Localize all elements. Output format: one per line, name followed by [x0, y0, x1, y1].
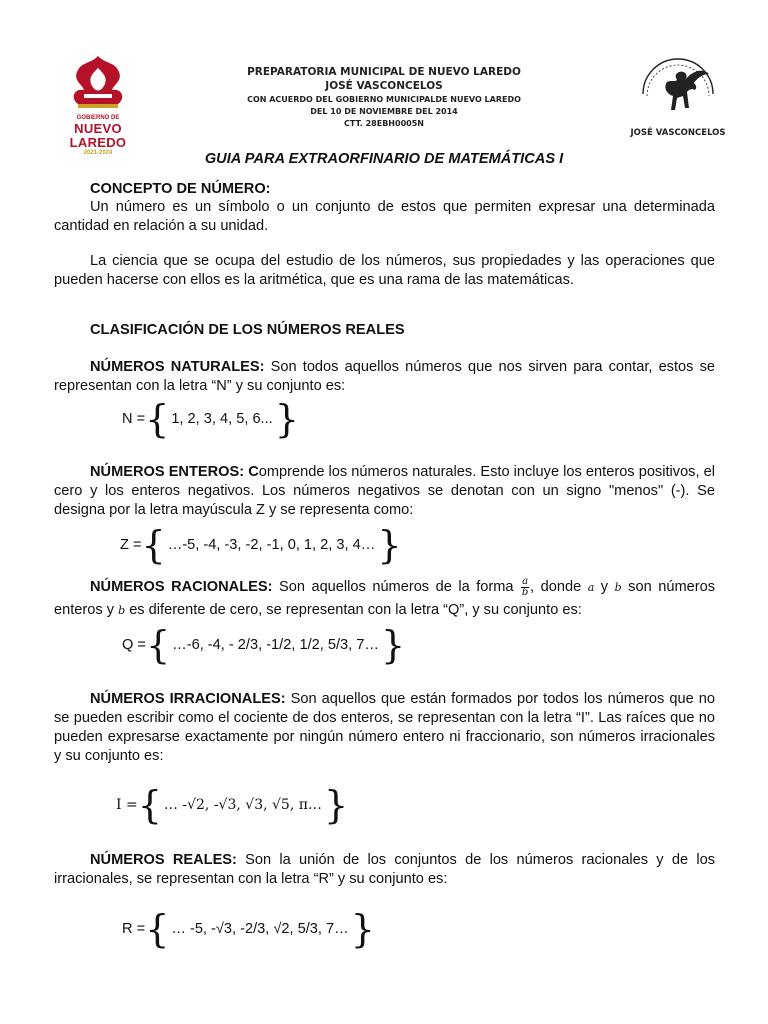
racionales-set-name: Q =	[122, 637, 146, 653]
concepto-p1	[54, 198, 715, 236]
right-brace-icon: }	[274, 397, 299, 441]
clasificacion-heading	[54, 321, 715, 340]
racionales-label: NÚMEROS RACIONALES:	[90, 579, 273, 595]
fraction-a-over-b	[521, 577, 529, 598]
racionales-text-c: y	[594, 579, 615, 595]
fraction-numerator: a	[522, 575, 529, 587]
seal-caption: JOSÉ VASCONCELOS	[630, 128, 726, 138]
concepto-p2	[54, 252, 715, 290]
enteros-text: omprende los números naturales. Esto incluye los enteros positivos, el cero y los enteros negativos. Los números negativos se denotan con un signo "menos" (-). Se designa por la letra mayúscula Z y se representa como:	[54, 464, 715, 518]
reales-text: Son la unión de los conjuntos de los números racionales y de los irracionales, se representan con la letra “R” y su conjunto es:	[54, 852, 715, 887]
irracionales-set	[116, 783, 349, 827]
left-brace-icon: {	[145, 907, 170, 951]
right-brace-icon: }	[350, 907, 375, 951]
header-line4: DEL 10 DE NOVIEMBRE DEL 2014	[310, 107, 458, 116]
irracionales-paragraph	[54, 690, 715, 766]
enteros-set-name: Z =	[120, 537, 142, 553]
reales-label: NÚMEROS REALES:	[90, 852, 237, 868]
racionales-text-d: son números enteros y	[54, 579, 715, 618]
naturales-text: Son todos aquellos números que nos sirven para contar, estos se representan con la letra “N” y su conjunto es:	[54, 359, 716, 394]
logo-line2: NUEVO LAREDO	[69, 121, 127, 150]
header-line1: PREPARATORIA MUNICIPAL DE NUEVO LAREDO	[247, 66, 521, 78]
reales-set	[122, 907, 375, 951]
right-brace-icon: }	[380, 623, 406, 667]
naturales-set	[122, 397, 299, 441]
enteros-set-values: …-5, -4, -3, -2, -1, 0, 1, 2, 3, 4…	[167, 537, 376, 553]
left-brace-icon: {	[145, 397, 170, 441]
irracionales-label: NÚMEROS IRRACIONALES:	[90, 691, 286, 707]
left-brace-icon: {	[145, 623, 171, 667]
racionales-text-e: es diferente de cero, se representan con la letra “Q”, y su conjunto es:	[125, 602, 582, 618]
concepto-p1-text: Un número es un símbolo o un conjunto de estos que permiten expresar una determinada cantidad en relación a su unidad.	[54, 199, 715, 234]
header-line2: JOSÉ VASCONCELOS	[325, 80, 443, 92]
irracionales-set-name: I =	[116, 797, 138, 813]
left-brace-icon: {	[141, 523, 166, 567]
concepto-heading	[54, 180, 715, 199]
var-b: b	[614, 581, 622, 594]
naturales-label: NÚMEROS NATURALES:	[90, 359, 265, 375]
irracionales-set-values: … -√2, -√3, √3, √5, π…	[163, 797, 322, 813]
enteros-label: NÚMEROS ENTEROS: C	[90, 464, 259, 480]
concepto-heading-text: CONCEPTO DE NÚMERO:	[90, 181, 271, 197]
enteros-paragraph	[54, 463, 715, 520]
var-b2: b	[118, 604, 126, 617]
page-title: GUIA PARA EXTRAORFINARIO DE MATEMÁTICAS I	[204, 151, 564, 167]
reales-set-values: … -5, -√3, -2/3, √2, 5/3, 7…	[171, 921, 349, 937]
preparatoria-seal-logo	[626, 50, 730, 146]
racionales-paragraph	[54, 576, 715, 622]
reales-set-name: R =	[122, 921, 146, 937]
naturales-set-values: 1, 2, 3, 4, 5, 6...	[171, 411, 273, 427]
irracionales-text: Son aquellos que están formados por todos los números que no se pueden escribir como el cociente de dos enteros, se representan con la letra “I”. Las raíces que no pueden expresarse exactamente por ningún número entero ni fraccionario, son números irracionales y su conjunto es:	[54, 691, 716, 764]
concepto-p2-text: La ciencia que se ocupa del estudio de los números, sus propiedades y las operaciones que pueden hacerse con ellos es la aritmética, que es una rama de las matemáticas.	[54, 253, 715, 288]
pegasus-seal-icon	[633, 50, 723, 128]
header-line3: CON ACUERDO DEL GOBIERNO MUNICIPALDE NUEVO LAREDO	[247, 95, 521, 104]
reales-paragraph	[54, 851, 715, 889]
header-line5: CTT. 28EBH0005N	[344, 119, 424, 128]
clasificacion-heading-text: CLASIFICACIÓN DE LOS NÚMEROS REALES	[90, 322, 405, 338]
racionales-text-b: , donde	[530, 579, 588, 595]
right-brace-icon: }	[323, 783, 349, 827]
naturales-set-name: N =	[122, 411, 146, 427]
var-a: a	[587, 581, 595, 594]
fraction-denominator: b	[521, 586, 529, 598]
logo-line3: 2021-2024	[83, 150, 113, 156]
left-brace-icon: {	[137, 783, 162, 827]
naturales-paragraph	[54, 358, 715, 396]
racionales-set	[122, 623, 406, 667]
enteros-set	[120, 523, 402, 567]
logo-line1: GOBIERNO DE	[76, 115, 120, 121]
racionales-set-values: …-6, -4, - 2/3, -1/2, 1/2, 5/3, 7…	[172, 637, 379, 653]
racionales-text-a: Son aquellos números de la forma	[272, 579, 521, 595]
right-brace-icon: }	[377, 523, 402, 567]
